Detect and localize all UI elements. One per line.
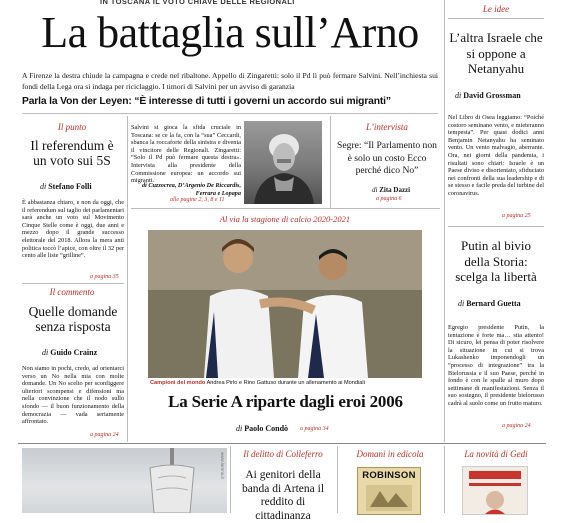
- divider-bottom: [18, 443, 546, 444]
- page-ref-referendum[interactable]: a pagina 35: [90, 274, 119, 280]
- sport-headline[interactable]: La Serie A riparte dagli eroi 2006: [168, 392, 403, 411]
- byline-name: David Grossman: [463, 91, 521, 100]
- standfirst: A Firenze la destra chiude la campagna e crede nel ribaltone. Appello di Zingaretti: solo il Pd lì può fermare Salvini. Nell’inchiesta sui fondi della Lega ora si indaga per riciclaggio. I timori di Salvini per un avviso di garanzia: [22, 71, 438, 91]
- article-body-referendum: È abbastanza chiaro, e non da oggi, che il referendum sul taglio dei parlamentari sarà anche un voto sul Movimento Cinque Stelle come è oggi, due anni e mezzo dopo il grande successo elettorale del 2018. Allora la mera anti politica toccò l’apice, con oltre il 32 per cento alle liste “grilline”.: [22, 199, 124, 260]
- top-strip: IN TOSCANA IL VOTO CHIAVE DELLE REGIONALI: [100, 0, 295, 6]
- robinson-title: ROBINSON: [362, 470, 416, 481]
- divider-bottom-2: [337, 446, 338, 513]
- kicker-commento: Il commento: [49, 287, 95, 297]
- kicker-edicola: Domani in edicola: [356, 449, 424, 459]
- center-article-body: Salvini si gioca la sfida cruciale in Toscana: se ce la fa, con la “sua” Ceccardi, sbanca la roccaforte della sinistra e diventa il vincitore delle Regionali. Zingaretti: “Solo il Pd può fermare questa destra». Intervista alla presidente della Commissione europea: un accordo sui migranti.: [131, 124, 241, 185]
- divider-col-right: [444, 0, 445, 442]
- article-body-israele: Nel Libro di Osea leggiamo: “Poiché costoro seminano vento, e mieteranno tempesta”. Per quasi dodici anni Benjamin Netanyahu ha seminato vento. Un vento malvagio, aberrante. Ora, nei giorni della pandemia, i risultati sono chiari: Israele è un Paese diviso e disorientato, sfiduciato nei confronti della sua leadership e di se stesso e facile preda del turbine del coronavirus.: [448, 114, 544, 197]
- byline-prefix: di: [458, 299, 465, 308]
- byline-prefix: di: [372, 186, 378, 194]
- page-ref-domande[interactable]: a pagina 24: [90, 432, 119, 438]
- byline-prefix: di: [40, 182, 47, 191]
- center-bylines: di Cuzzocrea, D’Argenio De Riccardis, Ferrara e Lopapa: [142, 182, 241, 197]
- article-title-domande[interactable]: Quelle domande senza risposta: [28, 304, 118, 334]
- divider-right-mid: [448, 226, 544, 227]
- divider-right-top: [448, 18, 544, 19]
- caption-lead: Campioni del mondo: [150, 380, 206, 386]
- byline-name: Stefano Folli: [48, 182, 92, 191]
- article-title-referendum[interactable]: Il referendum è un voto sui 5S: [30, 138, 114, 168]
- divider-bottom-3: [444, 446, 445, 513]
- robinson-cover[interactable]: [357, 467, 421, 515]
- byline-folli: [40, 182, 130, 191]
- bag-illustration: [22, 448, 227, 513]
- portrait-illustration: [244, 121, 322, 204]
- byline-dazzi: [372, 186, 452, 194]
- divider-col-interview: [330, 116, 331, 208]
- byline-grossman: [455, 91, 545, 100]
- divider-center: [131, 208, 440, 209]
- byline-name: Paolo Condò: [244, 424, 289, 433]
- main-headline[interactable]: La battaglia sull’Arno: [41, 8, 419, 57]
- divider-col-left: [127, 116, 128, 442]
- byline-name: Bernard Guetta: [466, 299, 521, 308]
- article-body-domande: Non siamo in pochi, credo, ad orientarci verso un No nella mia con molte domande. Un No scelto per sconfiggere ulteriori scompensi e difensioni ma nella convinzione che il nodo sullo sfondo — il buon funzionamento della democrazia — vada seriamente affrontato.: [22, 365, 124, 426]
- byline-crainz: [42, 348, 132, 357]
- bottom-ad-photo[interactable]: [22, 448, 227, 513]
- article-title-putin[interactable]: Putin al bivio della Storia: scelga la libertà: [455, 238, 537, 284]
- kicker-intervista: L’intervista: [366, 122, 408, 132]
- article-title-artena[interactable]: Ai genitori della banda di Artena il reddito di cittadinanza: [241, 469, 325, 522]
- page-ref-israele[interactable]: a pagina 25: [502, 213, 531, 219]
- byline-name: Guido Crainz: [50, 348, 98, 357]
- divider-subhead: [22, 113, 438, 114]
- article-title-israele[interactable]: L’altra Israele che si oppone a Netanyahu: [449, 30, 543, 76]
- divider-bottom-1: [230, 446, 231, 513]
- interview-quote[interactable]: Segre: “Il Parlamento non è solo un costo Ecco perché dico No”: [337, 140, 437, 176]
- players-illustration: [148, 230, 422, 378]
- subhead[interactable]: Parla la Von der Leyen: “È interesse di tutti i governi un accordo sui migranti”: [22, 96, 391, 107]
- divider-left-1: [22, 283, 124, 284]
- byline-prefix: di: [455, 91, 462, 100]
- page-ref-sport[interactable]: a pagina 34: [300, 426, 329, 432]
- byline-guetta: [458, 299, 548, 308]
- segre-photo[interactable]: [244, 121, 322, 204]
- photo-credit: www.larena.it: [220, 452, 225, 479]
- cover-illustration: [358, 481, 420, 513]
- byline-prefix: di: [42, 348, 49, 357]
- kicker-idee: Le idee: [482, 4, 510, 14]
- book-illustration: [463, 467, 527, 514]
- kicker-sport: Al via la stagione di calcio 2020-2021: [219, 214, 351, 224]
- sport-photo[interactable]: [148, 230, 422, 378]
- kicker-gedi: La novità di Gedi: [464, 449, 528, 459]
- gedi-book-cover[interactable]: [462, 466, 528, 515]
- article-body-putin: Egregio presidente Putin, la tentazione è forte ma… stia attento! Di sicuro, lei pensa di poter risolvere la situazione in cui si trova Lukashenko imponendogli un “processo di integrazione” tra la Bielorussia e il suo Paese, perché in fondo è con le spalle al muro dopo settimane di manifestazioni. Senza il suo sostegno, il presidente bielorusso cadrà al suolo come un frutto maturo.: [448, 324, 544, 407]
- byline-prefix: di: [236, 424, 243, 433]
- byline-name: Zita Dazzi: [379, 186, 411, 194]
- caption-text: Andrea Pirlo e Rino Gattuso durante un allenamento ai Mondiali: [206, 380, 365, 386]
- kicker-colleferro: Il delitto di Colleferro: [243, 449, 323, 459]
- page-ref-center[interactable]: alle pagine 2, 3, 8 e 11: [170, 197, 225, 203]
- page-ref-putin[interactable]: a pagina 24: [502, 423, 531, 429]
- page-ref-interview[interactable]: a pagina 6: [376, 196, 402, 202]
- sport-caption: [150, 380, 440, 386]
- kicker-il-punto: Il punto: [57, 122, 87, 132]
